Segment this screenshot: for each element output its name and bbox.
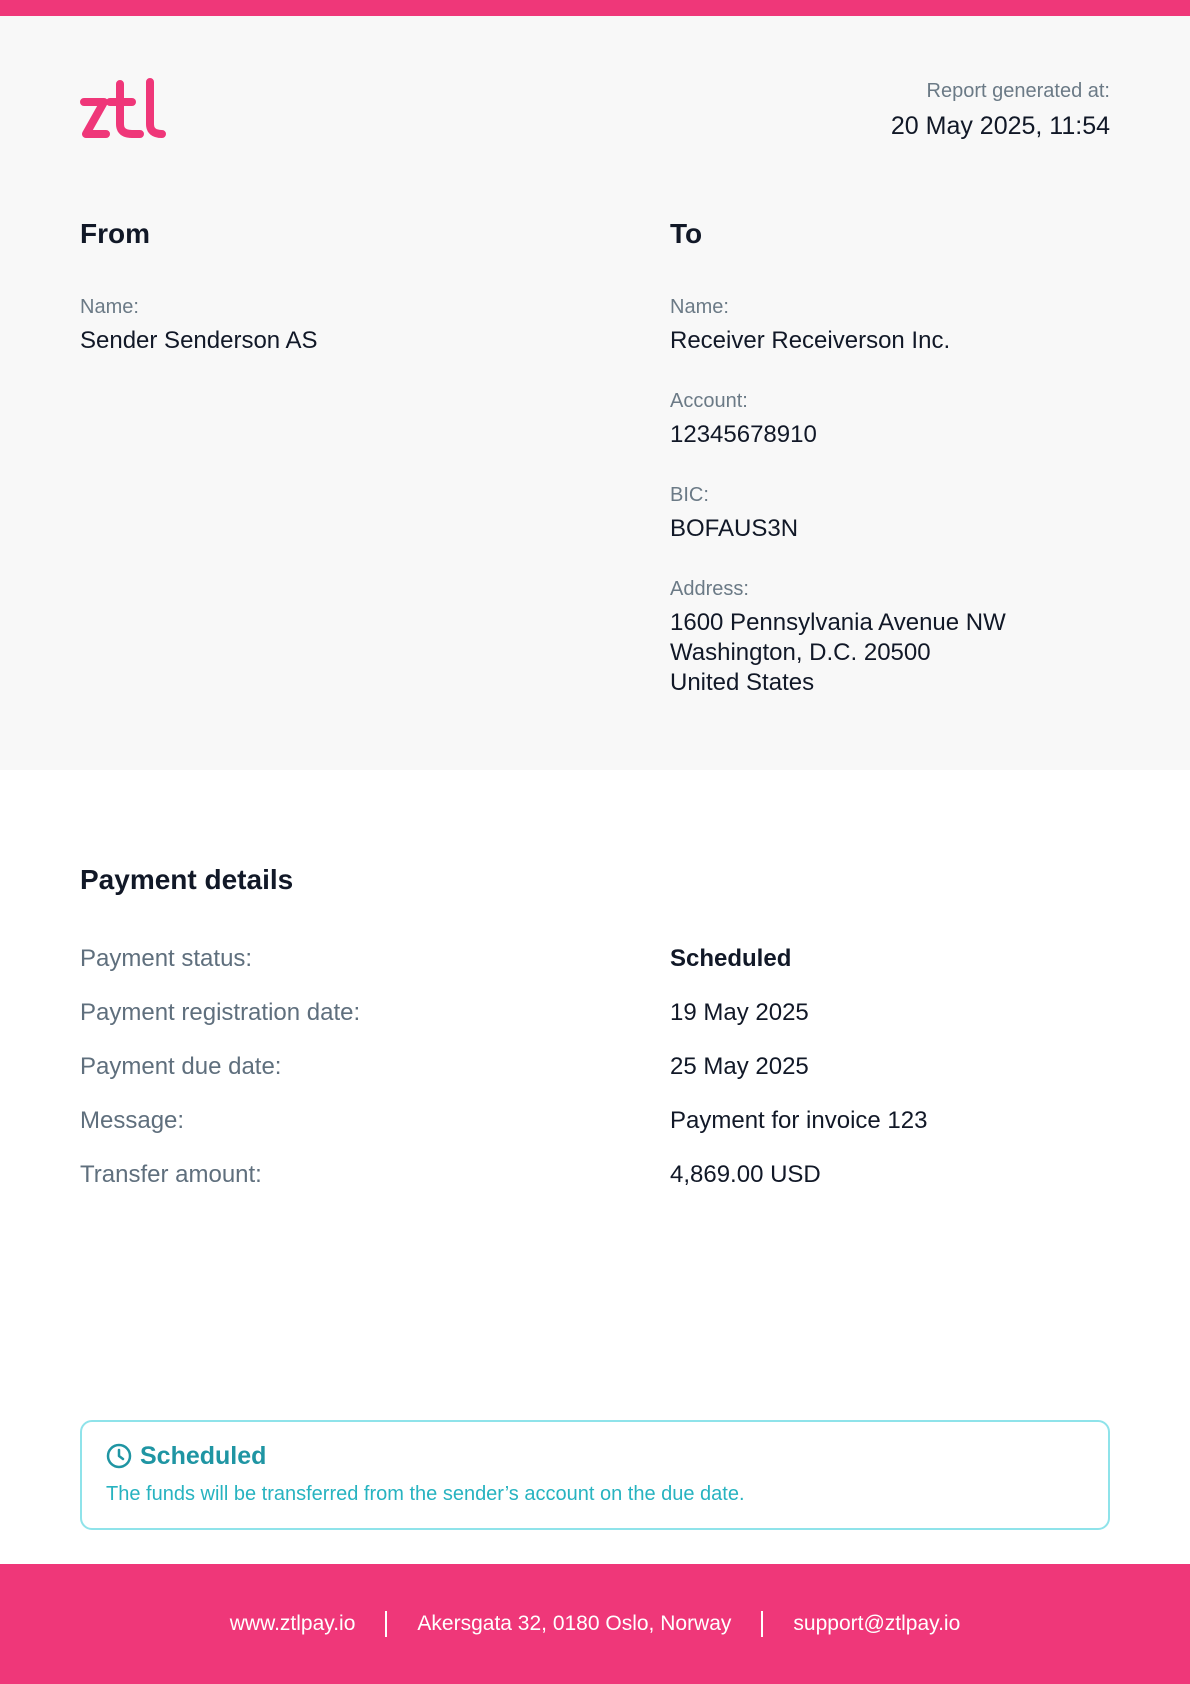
payment-details-section [80, 858, 1110, 1202]
payment-status-label: Payment status: [80, 945, 253, 972]
from-name-field [80, 294, 560, 356]
to-bic-value: BOFAUS3N [670, 515, 799, 542]
status-notice-title: Scheduled [140, 1442, 267, 1470]
payment-details-heading: Payment details [80, 864, 294, 895]
to-name-label: Name: [670, 296, 729, 318]
to-heading: To [670, 218, 703, 249]
payment-row [80, 1148, 1110, 1202]
footer [0, 1564, 1190, 1684]
to-address-value [670, 608, 1150, 698]
transfer-amount-value: 4,869.00 USD [670, 1161, 821, 1188]
top-accent-bar [0, 0, 1190, 16]
report-generated [891, 78, 1110, 142]
ztl-logo [80, 78, 166, 140]
footer-website-link[interactable]: www.ztlpay.io [229, 1612, 356, 1635]
clock-icon [106, 1443, 132, 1469]
to-account-value: 12345678910 [670, 421, 817, 448]
from-heading: From [80, 218, 150, 249]
to-name-field [670, 294, 1150, 356]
from-name-label: Name: [80, 296, 139, 318]
to-address-field [670, 576, 1150, 698]
footer-divider [761, 1611, 763, 1637]
report-generated-value: 20 May 2025, 11:54 [890, 112, 1110, 140]
address-line: United States [670, 669, 815, 696]
registration-date-value: 19 May 2025 [670, 999, 809, 1026]
due-date-value: 25 May 2025 [670, 1053, 809, 1080]
footer-divider [385, 1611, 387, 1637]
from-column [80, 214, 560, 356]
payment-row [80, 1094, 1110, 1148]
payment-row [80, 1040, 1110, 1094]
message-label: Message: [80, 1107, 185, 1134]
payment-row [80, 986, 1110, 1040]
payment-status-value: Scheduled [670, 945, 792, 972]
transfer-amount-label: Transfer amount: [80, 1161, 262, 1188]
to-bic-field [670, 482, 1150, 544]
to-account-field [670, 388, 1150, 450]
to-account-label: Account: [670, 390, 748, 412]
to-bic-label: BIC: [670, 484, 709, 506]
to-column [670, 214, 1150, 698]
status-notice [80, 1420, 1110, 1530]
payment-row [80, 932, 1110, 986]
to-address-label: Address: [670, 578, 749, 600]
to-name-value: Receiver Receiverson Inc. [670, 327, 951, 354]
footer-address: Akersgata 32, 0180 Oslo, Norway [417, 1612, 732, 1635]
footer-email-link[interactable]: support@ztlpay.io [793, 1612, 961, 1635]
status-notice-description: The funds will be transferred from the sender’s account on the due date. [106, 1483, 745, 1505]
status-notice-title-row [106, 1440, 266, 1472]
registration-date-label: Payment registration date: [80, 999, 361, 1026]
address-line: 1600 Pennsylvania Avenue NW [670, 609, 1006, 636]
report-generated-label: Report generated at: [926, 80, 1110, 102]
due-date-label: Payment due date: [80, 1053, 282, 1080]
message-value: Payment for invoice 123 [670, 1107, 928, 1134]
address-line: Washington, D.C. 20500 [670, 639, 931, 666]
from-name-value: Sender Senderson AS [80, 327, 318, 354]
